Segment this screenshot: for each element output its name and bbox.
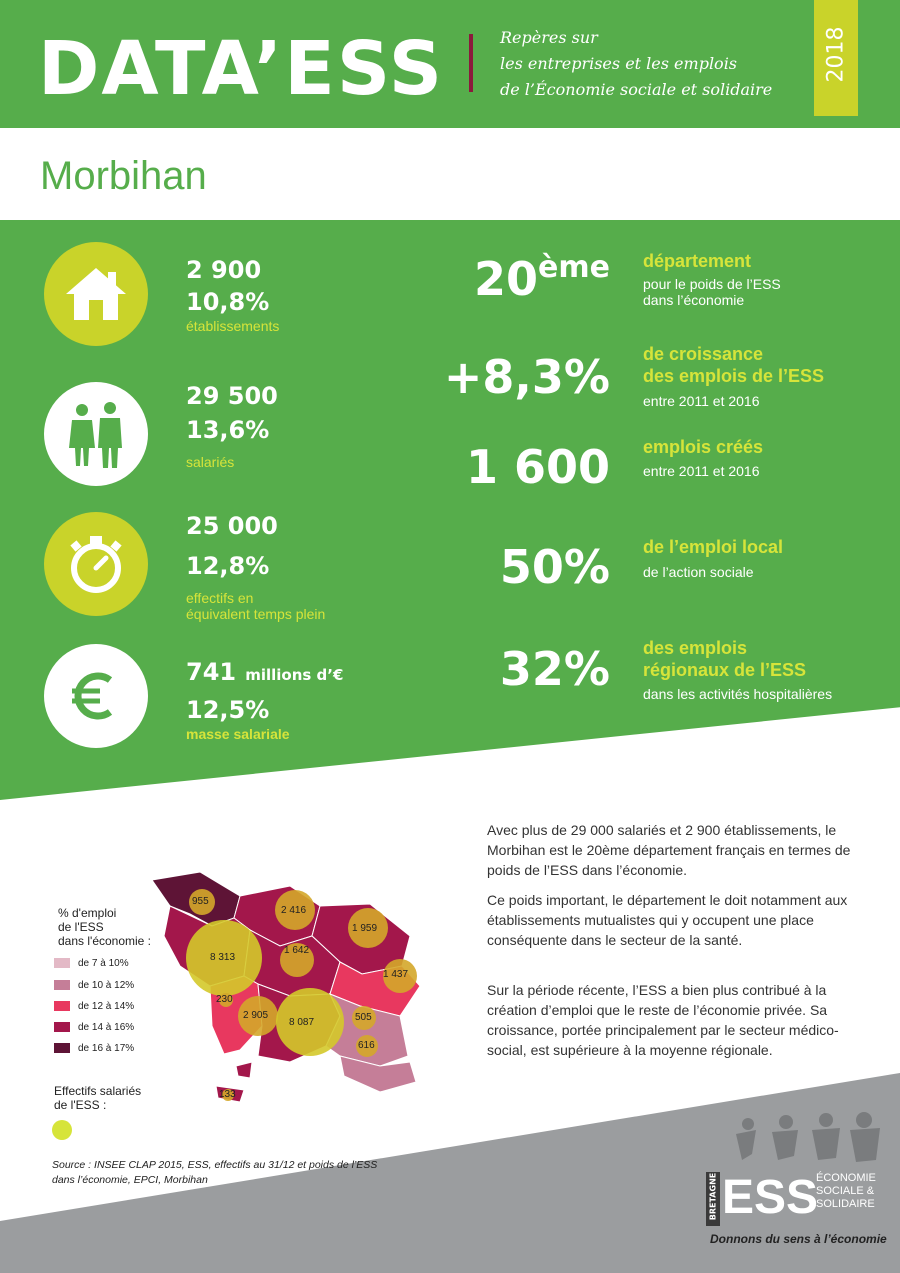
- stat-regional-desc: dans les activités hospitalières: [643, 686, 833, 702]
- legend-label-4: de 14 à 16%: [78, 1022, 135, 1033]
- bubble-label: 1 959: [352, 923, 378, 934]
- stat-local-value: 50%: [499, 540, 610, 594]
- kpi-employees-label: salariés: [186, 454, 235, 470]
- stat-regional-title-line2: régionaux de l’ESS: [643, 660, 807, 680]
- stat-growth-title-line1: de croissance: [643, 344, 764, 364]
- effectifs-title-line1: Effectifs salariés: [54, 1084, 142, 1098]
- bubble-label: 230: [216, 994, 233, 1005]
- department-name: Morbihan: [40, 154, 207, 198]
- bubble-label: 8 087: [289, 1017, 315, 1028]
- kpi-establishments-value: 2 900: [186, 256, 262, 284]
- legend-swatch-5: [54, 1043, 70, 1053]
- house-icon: [44, 242, 148, 346]
- kpi-fte-label-line2: équivalent temps plein: [186, 606, 326, 622]
- tagline-line2: les entreprises et les emplois: [500, 54, 738, 73]
- legend-swatch-3: [54, 1001, 70, 1011]
- stat-jobs-value: 1 600: [465, 440, 610, 494]
- logo-text: [816, 1172, 876, 1211]
- legend-swatch-2: [54, 980, 70, 990]
- source-line2: dans l’économie, EPCI, Morbihan: [52, 1174, 208, 1186]
- stat-rank-desc-line1: pour le poids de l’ESS: [643, 276, 781, 292]
- effectifs-bubble-sample: [52, 1120, 72, 1140]
- source-note: [52, 1158, 377, 1188]
- kpi-employees-value: 29 500: [186, 382, 278, 410]
- bubble-label: 616: [358, 1040, 375, 1051]
- kpi-fte-label-line1: effectifs en: [186, 590, 254, 606]
- logo-line2: SOCIALE &: [816, 1185, 875, 1197]
- stat-rank-desc-line2: dans l’économie: [643, 292, 745, 308]
- stat-rank-title: département: [643, 251, 752, 271]
- stopwatch-icon: [44, 512, 148, 616]
- legend-title-line1: % d'emploi: [58, 906, 117, 920]
- stat-local-title: de l’emploi local: [643, 537, 784, 557]
- stat-rank-value: [430, 250, 610, 306]
- bubble-label: 2 416: [281, 905, 307, 916]
- stat-local-desc: de l’action sociale: [643, 564, 754, 580]
- stat-jobs-desc: entre 2011 et 2016: [643, 463, 760, 479]
- legend-label-3: de 12 à 14%: [78, 1001, 135, 1012]
- legend-title-line2: de l'ESS: [58, 920, 104, 934]
- department-map: [140, 866, 440, 1116]
- paragraph-1: Avec plus de 29 000 salariés et 2 900 établissements, le Morbihan est le 20ème département français en termes de poids de l’ESS dans l’économie.: [487, 822, 851, 878]
- logo-line3: SOLIDAIRE: [816, 1198, 875, 1210]
- stat-rank-suffix: ème: [538, 250, 610, 285]
- kpi-payroll-value: 741: [186, 658, 237, 686]
- stat-regional-value: 32%: [499, 642, 610, 696]
- stat-growth-desc: entre 2011 et 2016: [643, 393, 760, 409]
- ess-logo: [706, 1110, 886, 1260]
- title-divider: [469, 34, 473, 92]
- bubble-label: 8 313: [210, 952, 236, 963]
- logo-slogan: Donnons du sens à l’économie: [710, 1232, 887, 1246]
- bubble-label: 1 642: [284, 945, 310, 956]
- kpi-payroll-label: masse salariale: [186, 726, 290, 742]
- kpi-payroll-row: [186, 658, 343, 686]
- logo-bretagne: BRETAGNE: [708, 1172, 718, 1221]
- logo-line1: ÉCONOMIE: [816, 1172, 876, 1184]
- bubble-label: 1 437: [383, 969, 409, 980]
- year-label: 2018: [823, 26, 849, 83]
- kpi-fte-value: 25 000: [186, 512, 278, 540]
- kpi-establishments-label: établissements: [186, 318, 280, 334]
- euro-icon: [44, 644, 148, 748]
- bubble-label: 2 905: [243, 1010, 269, 1021]
- kpi-payroll-percent: 12,5%: [186, 696, 270, 724]
- paragraph-2: Ce poids important, le département le doit notamment aux établissements mutualistes qui y occupent une place conséquente dans le secteur de la santé.: [487, 892, 848, 948]
- figures-icon: [726, 1110, 886, 1166]
- legend-label-2: de 10 à 12%: [78, 980, 135, 991]
- bubble-label: 955: [192, 896, 209, 907]
- bubble-label: 133: [219, 1089, 236, 1100]
- kpi-fte-percent: 12,8%: [186, 552, 270, 580]
- tagline-line1: Repères sur: [500, 28, 598, 47]
- people-icon: [44, 382, 148, 486]
- effectifs-title-line2: de l'ESS :: [54, 1098, 107, 1112]
- page-title: DATA’ESS: [38, 26, 445, 112]
- legend-label-5: de 16 à 17%: [78, 1043, 135, 1054]
- stat-jobs-title: emplois créés: [643, 437, 764, 457]
- stat-rank-number: 20: [474, 252, 539, 306]
- paragraph-3: Sur la période récente, l’ESS a bien plus contribué à la création d’emploi que le reste de l’économie privée. Sa croissance, portée principalement par le secteur médico-social, est supérieure à la moyenne régionale.: [487, 982, 839, 1058]
- legend-swatch-1: [54, 958, 70, 968]
- source-line1: Source : INSEE CLAP 2015, ESS, effectifs au 31/12 et poids de l’ESS: [52, 1159, 378, 1171]
- stat-growth-value: +8,3%: [443, 350, 610, 404]
- legend-title-line3: dans l'économie :: [58, 934, 152, 948]
- kpi-establishments-percent: 10,8%: [186, 288, 270, 316]
- logo-ess: ESS: [722, 1171, 819, 1224]
- tagline-line3: de l’Économie sociale et solidaire: [500, 80, 773, 99]
- kpi-payroll-unit: millions d’€: [245, 666, 344, 684]
- map-zone: [236, 1062, 252, 1078]
- stat-regional-title-line1: des emplois: [643, 638, 748, 658]
- bubble-label: 505: [355, 1012, 372, 1023]
- legend-label-1: de 7 à 10%: [78, 958, 129, 969]
- legend-swatch-4: [54, 1022, 70, 1032]
- stat-growth-title-line2: des emplois de l’ESS: [643, 366, 825, 386]
- kpi-employees-percent: 13,6%: [186, 416, 270, 444]
